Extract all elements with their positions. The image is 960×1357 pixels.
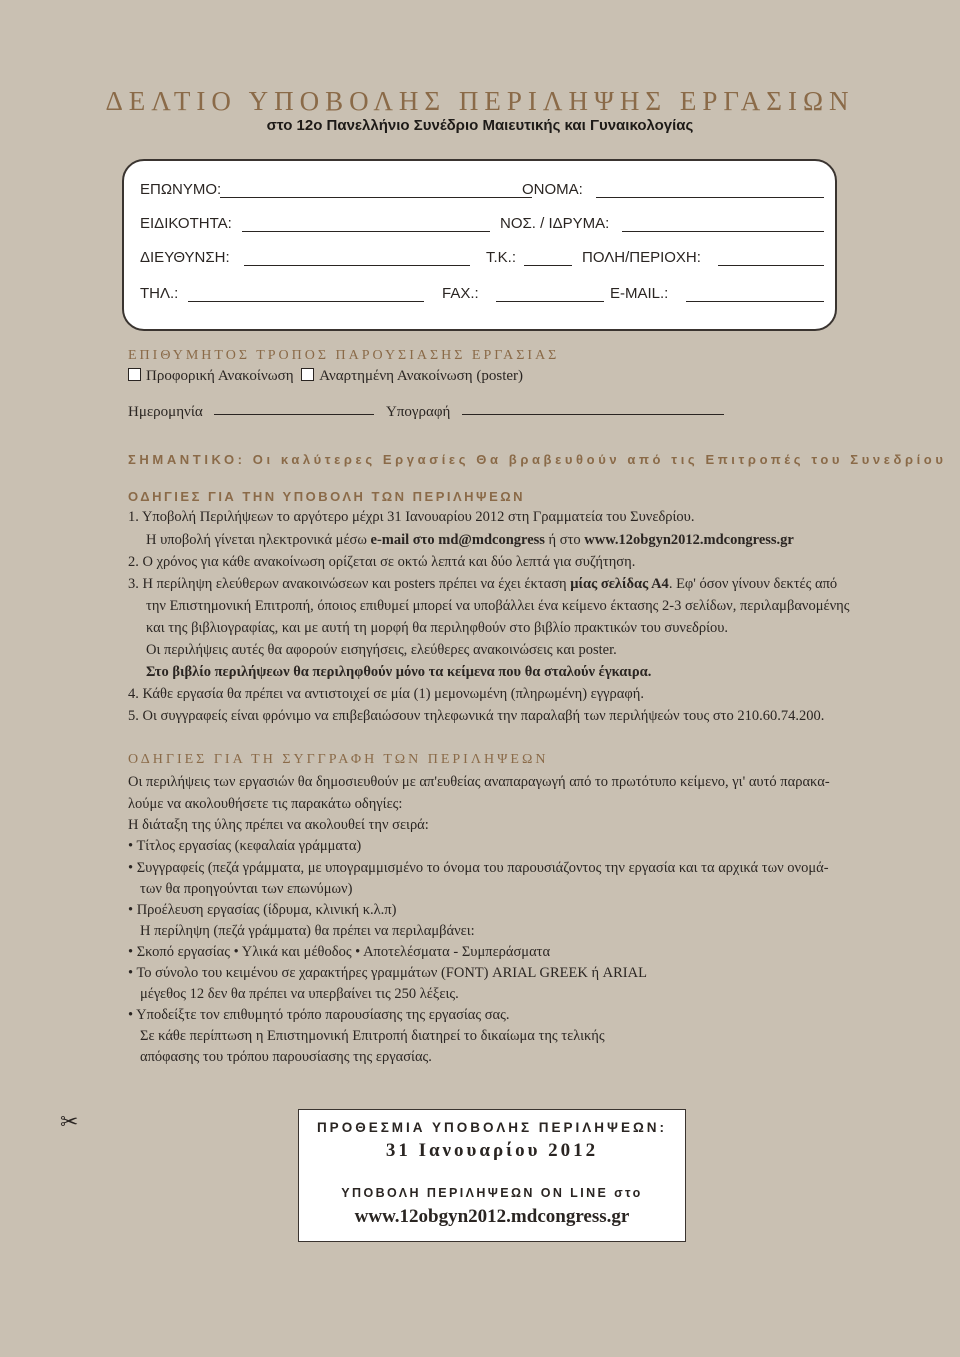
signature-field[interactable]: [462, 414, 724, 415]
submission-line-5: την Επιστημονική Επιτροπή, όποιος επιθυμεί μπορεί να υποβάλλει ένα κείμενο έκτασης 2-3 σελίδων, περιλαμβανομένης: [146, 598, 850, 614]
surname-field[interactable]: [220, 197, 532, 198]
registration-form: [122, 159, 837, 331]
city-field[interactable]: [718, 265, 824, 266]
presentation-options: [128, 368, 523, 384]
submission-line-2: [146, 533, 794, 548]
signature-label: Υπογραφή: [386, 404, 451, 420]
surname-label: ΕΠΩΝΥΜΟ:: [140, 181, 222, 198]
email-field[interactable]: [686, 301, 824, 302]
submission-line-8: Στο βιβλίο περιλήψεων θα περιληφθούν μόνο τα κείμενα που θα σταλούν έγκαιρα.: [146, 664, 652, 680]
writing-bullet-5: • Το σύνολο του κειμένου σε χαρακτήρες γραμμάτων (FONT) ARIAL GREEK ή ARIAL: [128, 965, 647, 981]
writing-bullet-6-cont: Σε κάθε περίπτωση η Επιστημονική Επιτροπή διατηρεί το δικαίωμα της τελικής: [140, 1028, 605, 1044]
phone-label: ΤΗΛ.:: [140, 285, 179, 302]
writing-para-2: λούμε να ακολουθήσετε τις παρακάτω οδηγίες:: [128, 796, 403, 812]
writing-para-3: Η διάταξη της ύλης πρέπει να ακολουθεί την σειρά:: [128, 817, 429, 833]
date-label: Ημερομηνία: [128, 404, 203, 420]
name-label: ΟΝΟΜΑ:: [522, 181, 583, 198]
oral-checkbox[interactable]: [128, 368, 141, 381]
date-field[interactable]: [214, 414, 374, 415]
submission-line-2-or: ή στο: [544, 532, 585, 548]
deadline-url[interactable]: www.12obgyn2012.mdcongress.gr: [354, 1206, 630, 1227]
fax-field[interactable]: [496, 301, 604, 302]
email-label: E-MAIL.:: [610, 285, 669, 302]
poster-label: Αναρτημένη Ανακοίνωση (poster): [319, 368, 524, 384]
submission-line-4-text: 3. Η περίληψη ελεύθερων ανακοινώσεων και posters πρέπει να έχει έκταση: [128, 576, 571, 592]
deadline-box: [298, 1109, 686, 1242]
writing-bullet-6-cont-2: απόφασης του τρόπου παρουσίασης της εργασίας.: [140, 1049, 432, 1065]
writing-bullet-2-cont: των θα προηγούνται των επωνύμων): [140, 881, 353, 897]
writing-bullet-3-cont: Η περίληψη (πεζά γράμματα) θα πρέπει να περιλαμβάνει:: [140, 923, 475, 939]
deadline-date: 31 Ιανουαρίου 2012: [385, 1140, 599, 1161]
city-label: ΠΟΛΗ/ΠΕΡΙΟΧΗ:: [582, 249, 701, 266]
submission-website[interactable]: www.12obgyn2012.mdcongress.gr: [584, 532, 794, 548]
address-field[interactable]: [244, 265, 470, 266]
scissors-icon: ✂: [60, 1110, 79, 1135]
writing-bullet-2: • Συγγραφείς (πεζά γράμματα, με υπογραμμισμένο το όνομα του παρουσιάζοντος την εργασία και τα αρχικά των ονομά-: [128, 860, 829, 876]
name-field[interactable]: [596, 197, 824, 198]
phone-field[interactable]: [188, 301, 424, 302]
writing-heading: ΟΔΗΓΙΕΣ ΓΙΑ ΤΗ ΣΥΓΓΡΑΦΗ ΤΩΝ ΠΕΡΙΛΗΨΕΩΝ: [128, 752, 549, 767]
submission-line-4-end: . Εφ' όσον γίνουν δεκτές από: [668, 576, 838, 592]
postcode-field[interactable]: [524, 265, 572, 266]
writing-bullet-3: • Προέλευση εργασίας (ίδρυμα, κλινική κ.λ.π): [128, 902, 397, 918]
writing-bullet-5-cont: μέγεθος 12 δεν θα πρέπει να υπερβαίνει τις 250 λέξεις.: [140, 986, 459, 1002]
deadline-online: ΥΠΟΒΟΛΗ ΠΕΡΙΛΗΨΕΩΝ ON LINE στο: [341, 1186, 643, 1200]
writing-para-1: Οι περιλήψεις των εργασιών θα δημοσιευθούν με απ'ευθείας αναπαραγωγή από το πρωτότυπο κείμενο, γι' αυτό παρακα-: [128, 774, 830, 790]
submission-line-4: [128, 577, 837, 592]
hospital-label: ΝΟΣ. / ΙΔΡΥΜΑ:: [500, 215, 610, 232]
submission-line-3: 2. Ο χρόνος για κάθε ανακοίνωση ορίζεται σε οκτώ λεπτά και δύο λεπτά για συζήτηση.: [128, 554, 636, 570]
submission-page-size: μίας σελίδας Α4: [570, 576, 669, 592]
submission-heading: ΟΔΗΓΙΕΣ ΓΙΑ ΤΗΝ ΥΠΟΒΟΛΗ ΤΩΝ ΠΕΡΙΛΗΨΕΩΝ: [128, 489, 526, 504]
page-subtitle: στο 12ο Πανελλήνιο Συνέδριο Μαιευτικής και Γυναικολογίας: [266, 117, 694, 134]
submission-line-2-text: Η υποβολή γίνεται ηλεκτρονικά μέσω: [146, 532, 371, 548]
submission-line-6: και της βιβλιογραφίας, και με αυτή τη μορφή θα περιληφθούν στο βιβλίο πρακτικών του συνεδρίου.: [146, 620, 729, 636]
submission-line-7: Οι περιλήψεις αυτές θα αφορούν εισηγήσεις, ελεύθερες ανακοινώσεις και poster.: [146, 642, 617, 658]
hospital-field[interactable]: [622, 231, 824, 232]
oral-label: Προφορική Ανακοίνωση: [146, 368, 294, 384]
important-notice: ΣΗΜΑΝΤΙΚΟ: Οι καλύτερες Εργασίες Θα βραβευθούν από τις Επιτροπές του Συνεδρίου: [128, 452, 947, 467]
specialty-field[interactable]: [242, 231, 490, 232]
presentation-heading: ΕΠΙΘΥΜΗΤΟΣ ΤΡΟΠΟΣ ΠΑΡΟΥΣΙΑΣΗΣ ΕΡΓΑΣΙΑΣ: [128, 348, 560, 363]
submission-line-10: 5. Οι συγγραφείς είναι φρόνιμο να επιβεβαιώσουν τηλεφωνικά την παραλαβή των περιλήψεών τους στο 210.60.74.200.: [128, 708, 825, 724]
fax-label: FAX.:: [442, 285, 479, 302]
postcode-label: Τ.Κ.:: [486, 249, 517, 266]
submission-line-1: 1. Υποβολή Περιλήψεων το αργότερο μέχρι 31 Ιανουαρίου 2012 στη Γραμματεία του Συνεδρίου.: [128, 509, 695, 525]
specialty-label: ΕΙΔΙΚΟΤΗΤΑ:: [140, 215, 232, 232]
writing-bullet-1: • Τίτλος εργασίας (κεφαλαία γράμματα): [128, 838, 362, 854]
submission-email[interactable]: e-mail στο md@mdcongress: [370, 532, 545, 548]
page-title: ΔΕΛΤΙΟ ΥΠΟΒΟΛΗΣ ΠΕΡΙΛΗΨΗΣ ΕΡΓΑΣΙΩΝ: [105, 86, 855, 116]
poster-checkbox[interactable]: [301, 368, 314, 381]
deadline-heading: ΠΡΟΘΕΣΜΙΑ ΥΠΟΒΟΛΗΣ ΠΕΡΙΛΗΨΕΩΝ:: [316, 1120, 668, 1135]
writing-bullet-4: • Σκοπό εργασίας • Υλικά και μέθοδος • Αποτελέσματα - Συμπεράσματα: [128, 944, 551, 960]
writing-bullet-6: • Υποδείξτε τον επιθυμητό τρόπο παρουσίασης της εργασίας σας.: [128, 1007, 510, 1023]
address-label: ΔΙΕΥΘΥΝΣΗ:: [140, 249, 230, 266]
submission-line-9: 4. Κάθε εργασία θα πρέπει να αντιστοιχεί σε μία (1) μεμονωμένη (πληρωμένη) εγγραφή.: [128, 686, 644, 702]
